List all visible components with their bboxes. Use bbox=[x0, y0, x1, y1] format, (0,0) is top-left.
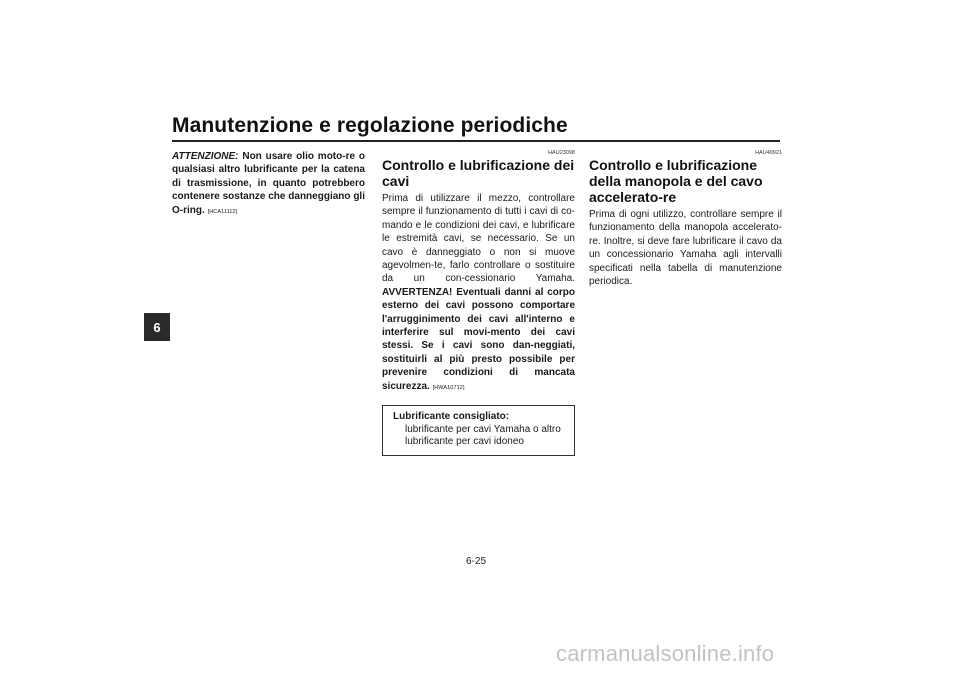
section-ref-code: HAU49921 bbox=[755, 150, 782, 156]
column-middle bbox=[382, 150, 575, 456]
page-number: 6-25 bbox=[466, 556, 487, 567]
attention-text: Non usare olio moto-re o qualsiasi altro lubrificante per la catena di trasmissione, in quanto potrebbero contenere sostanze che danneggiano gli O-ring. bbox=[172, 151, 365, 216]
column-right bbox=[589, 150, 782, 288]
header-rule bbox=[172, 140, 780, 142]
attention-paragraph bbox=[172, 150, 365, 219]
chapter-tab[interactable]: 6 bbox=[144, 313, 170, 341]
section-ref-code: HAU23098 bbox=[548, 150, 575, 156]
page-header-title: Manutenzione e regolazione periodiche bbox=[172, 114, 568, 137]
attention-code: [HCA11112] bbox=[207, 208, 238, 215]
attention-label: ATTENZIONE: bbox=[172, 151, 239, 162]
section-heading-cables: Controllo e lubrificazione dei cavi bbox=[382, 157, 575, 189]
cables-warning: AVVERTENZA! Eventuali danni al corpo esterno dei cavi possono comportare l'arrugginimento dei cavi all'interno e interferire sul movi-mento dei cavi stessi. Se i cavi sono dan-neggiati, sostituirli al più presto possibile per prevenire condizioni di mancata sicurezza. bbox=[382, 286, 575, 392]
lubricant-title: Lubrificante consigliato: bbox=[393, 411, 510, 423]
column-left bbox=[172, 150, 365, 219]
lubricant-box bbox=[382, 405, 575, 456]
cables-body-text: Prima di utilizzare il mezzo, controllare sempre il funzionamento di tutti i cavi di co-mando e le condizioni dei cavi, e lubrificare le estremità cavi, se necessario. Se un cavo è danneggiato o non si muove agevolmen-te, farlo controllare o sostituire da un con-cessionario Yamaha. bbox=[382, 193, 575, 285]
watermark-text: carmanualsonline.info bbox=[556, 641, 775, 666]
cables-body bbox=[382, 192, 575, 395]
section-heading-throttle: Controllo e lubrificazione della manopola e del cavo accelerato-re bbox=[589, 157, 763, 205]
cables-warning-code: [HWA10712] bbox=[432, 384, 465, 391]
lubricant-text: lubrificante per cavi Yamaha o altro lubrificante per cavi idoneo bbox=[405, 423, 561, 448]
throttle-body: Prima di ogni utilizzo, controllare sempre il funzionamento della manopola accelerato-re. Inoltre, si deve fare lubrificare il cavo da un concessionario Yamaha agli intervalli specificati nella tabella di manutenzione periodica. bbox=[589, 209, 782, 288]
